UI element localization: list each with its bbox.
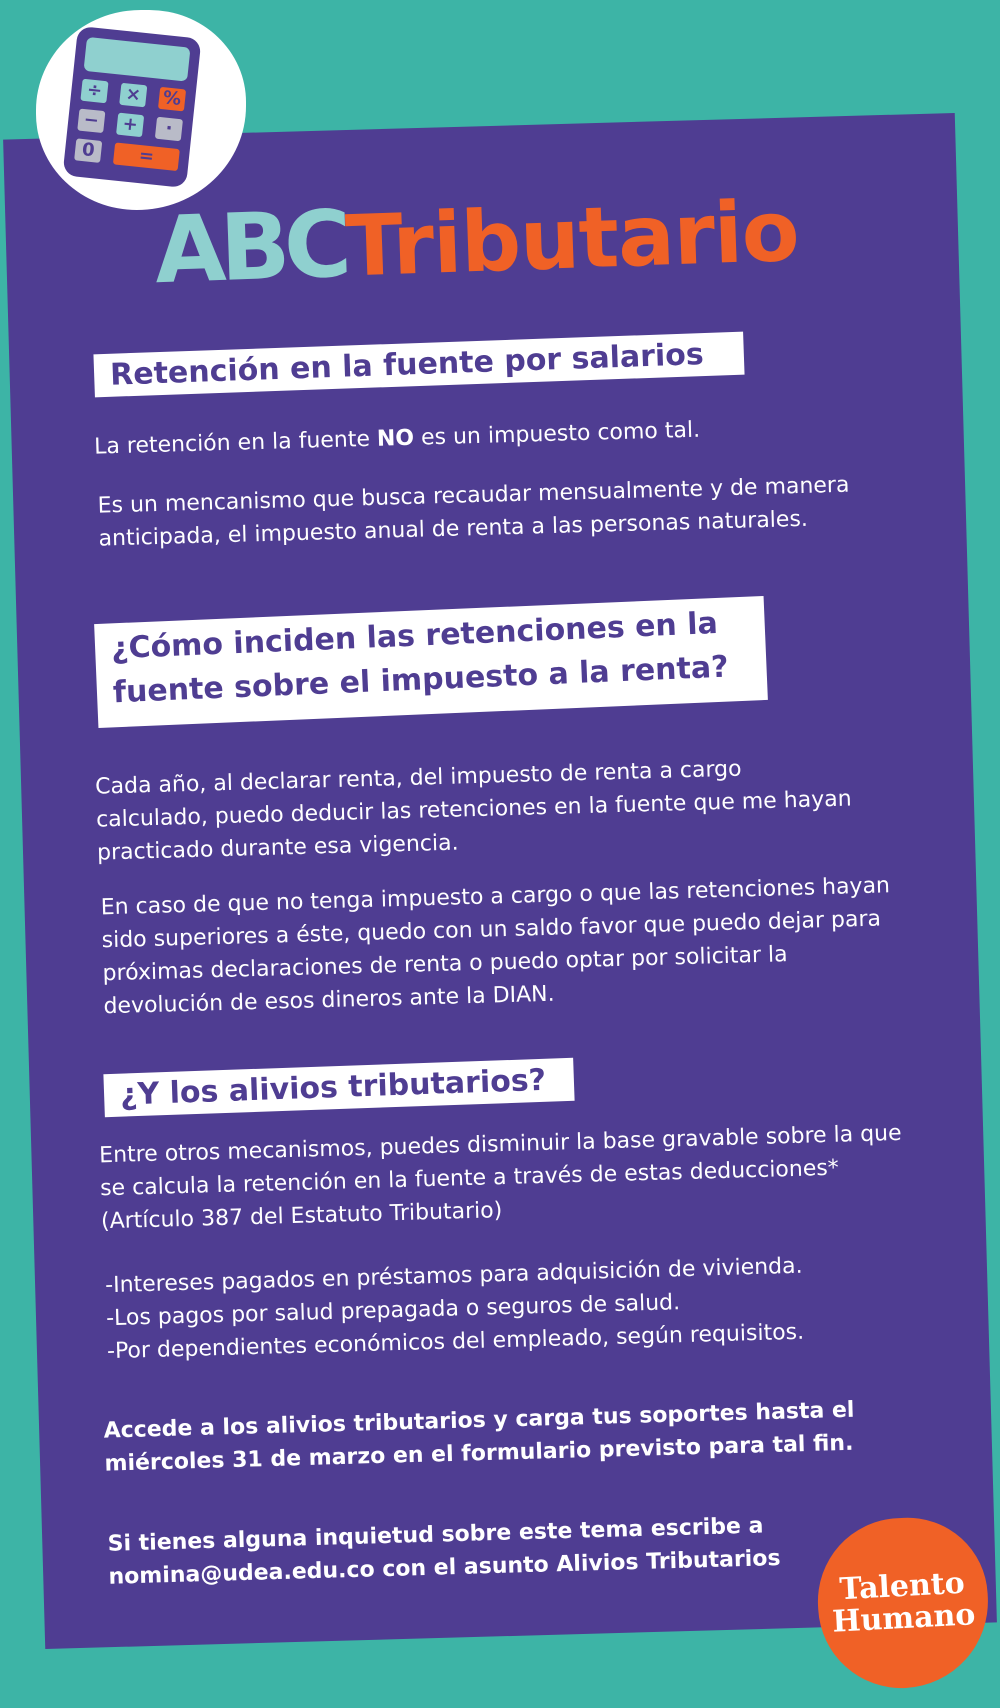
- calculator-key: ·: [155, 117, 183, 142]
- calculator-key: %: [158, 87, 186, 112]
- calculator-key: −: [77, 109, 105, 134]
- paragraph-en-caso: En caso de que no tenga impuesto a cargo o que las retenciones hayan sido superiores a éste, quedo con un saldo favor que puedo dejar para próximas declaraciones de renta o puedo optar por solicitar la devolución de esos dineros ante la DIAN.: [100, 873, 891, 1020]
- badge-line: Humano: [831, 1597, 977, 1640]
- paragraph-cta: Accede a los alivios tributarios y carga tus soportes hasta el miércoles 31 de marzo en el formulario previsto para tal fin.: [103, 1397, 855, 1477]
- paragraph-contact: Si tienes alguna inquietud sobre este tema escribe a nomina@udea.edu.co con el asunto Alivios Tributarios: [107, 1513, 781, 1590]
- list-item: -Los pagos por salud prepagada o seguros de salud.: [105, 1290, 681, 1332]
- paragraph-entre-otros: Entre otros mecanismos, puedes disminuir la base gravable sobre la que se calcula la retención en la fuente a través de estas deducciones* (Artículo 387 del Estatuto Tributario): [98, 1120, 902, 1235]
- text-segment: es un impuesto como tal.: [413, 417, 701, 451]
- heading-line: ¿Cómo inciden las retenciones en la: [110, 605, 719, 667]
- bold-no: NO: [376, 425, 415, 452]
- calculator-key: +: [116, 113, 144, 138]
- text-segment: La retención en la fuente: [93, 426, 378, 460]
- calculator-screen: [84, 37, 191, 82]
- title-abc: ABC: [152, 190, 348, 305]
- calculator-key: ÷: [80, 79, 108, 104]
- page-title: [153, 173, 857, 327]
- list-item: -Intereses pagados en préstamos para adquisición de vivienda.: [104, 1253, 803, 1299]
- paragraph-mecanismo: Es un mencanismo que busca recaudar mensualmente y de manera anticipada, el impuesto anual de renta a las personas naturales.: [97, 472, 850, 552]
- heading-line: fuente sobre el impuesto a la renta?: [112, 649, 730, 711]
- list-item: -Por dependientes económicos del empleado, según requisitos.: [106, 1319, 805, 1365]
- paragraph-cada-ano: Cada año, al declarar renta, del impuesto de renta a cargo calculado, puedo deducir las retenciones en la fuente que me hayan practicado durante esa vigencia.: [94, 756, 852, 866]
- calculator-key: 0: [74, 138, 102, 163]
- calculator-key: =: [113, 142, 180, 171]
- heading-retencion: Retención en la fuente por salarios: [93, 332, 744, 398]
- title-tributario: Tributario: [343, 181, 801, 296]
- heading-alivios: ¿Y los alivios tributarios?: [103, 1058, 574, 1117]
- badge-line: Talento: [838, 1565, 966, 1608]
- calculator-icon: [63, 26, 202, 188]
- calculator-key: ×: [119, 83, 147, 108]
